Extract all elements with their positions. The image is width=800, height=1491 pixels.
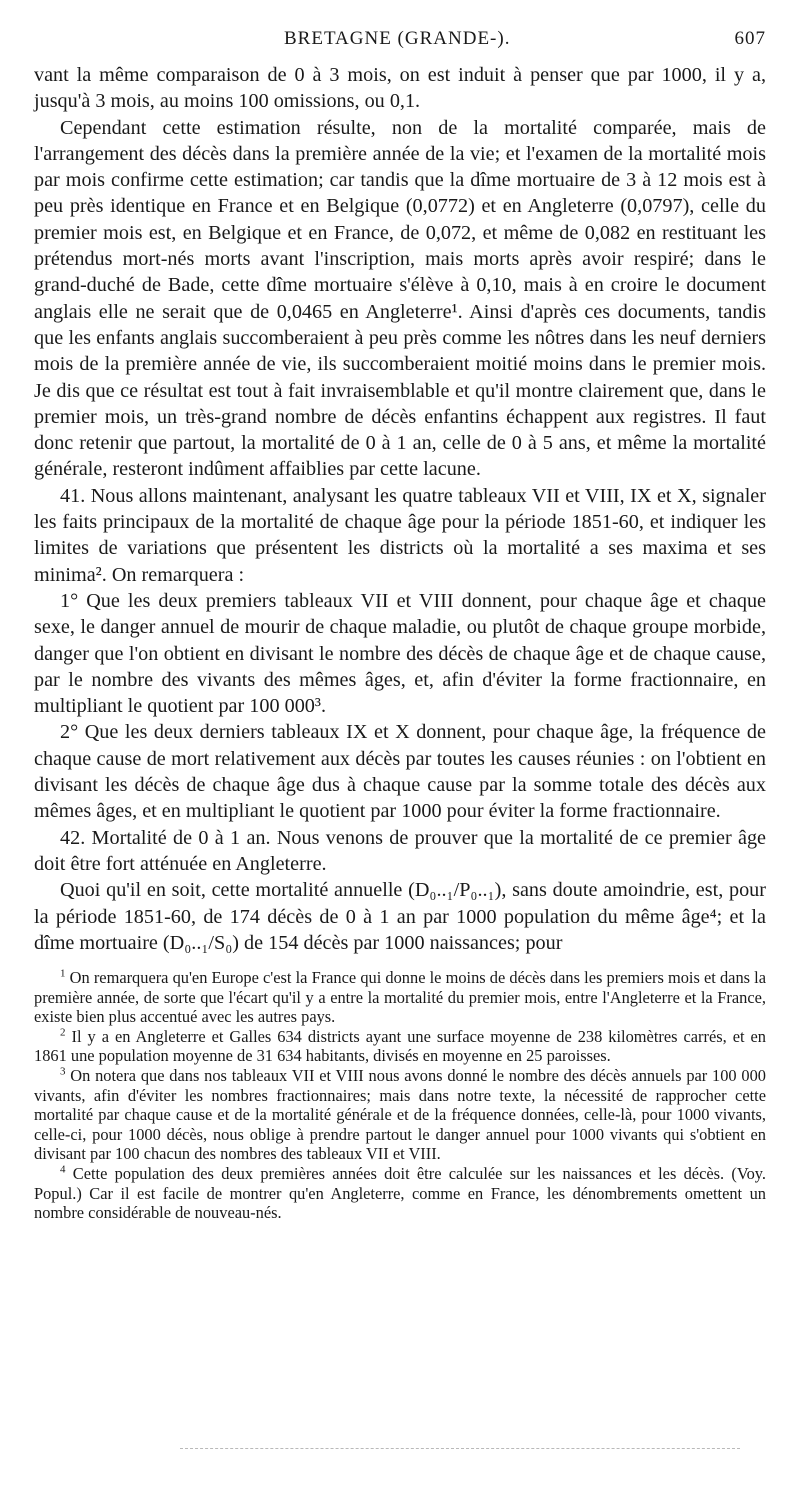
footnote-mark: 4	[60, 1163, 66, 1176]
footnote-text: Cette population des deux premières années doit être calculée sur les naissances et les décès. (Voy. Popul.) Car il est facile de montrer qu'en Angleterre, comme en France, les dénombrements omettent un nombre considérable de nouveau-nés.	[34, 1164, 766, 1223]
footnote-mark: 3	[60, 1065, 66, 1078]
footnote-mark: 1	[60, 967, 66, 980]
bottom-rule	[180, 1448, 740, 1449]
footnote	[34, 1164, 766, 1223]
footnote	[34, 1066, 766, 1164]
footnote	[34, 1027, 766, 1066]
paragraph: Cependant cette estimation résulte, non de la mortalité comparée, mais de l'arrangement des décès dans la première année de la vie; et l'examen de la mortalité mois par mois confirme cette estimation; car tandis que la dîme mortuaire de 3 à 12 mois est à peu près identique en France et en Belgique (0,0772) et en Angleterre (0,0797), celle du premier mois est, en Belgique et en France, de 0,072, et même de 0,082 en restituant les prétendus mort-nés morts avant l'inscription, mais morts après avoir respiré; dans le grand-duché de Bade, cette dîme mortuaire s'élève à 0,10, mais à en croire le document anglais elle ne serait que de 0,0465 en Angleterre¹. Ainsi d'après ces documents, tandis que les enfants anglais succomberaient à peu près comme les nôtres dans les neuf derniers mois de la première année de vie, ils succomberaient moitié moins dans le premier mois. Je dis que ce résultat est tout à fait invraisemblable et qu'il montre clairement que, dans le premier mois, un très-grand nombre de décès enfantins échappent aux registres. Il faut donc retenir que partout, la mortalité de 0 à 1 an, celle de 0 à 5 ans, et même la mortalité générale, resteront indûment affaiblies par cette lacune.	[34, 116, 766, 481]
running-title: BRETAGNE (GRANDE-).	[284, 28, 511, 49]
paragraph: 1° Que les deux premiers tableaux VII et VIII donnent, pour chaque âge et chaque sexe, le danger annuel de mourir de chaque maladie, ou plutôt de chaque groupe morbide, danger que l'on obtient en divisant le nombre des décès de chaque âge et de chaque cause, par le nombre des vivants des mêmes âges, et, afin d'éviter la forme fractionnaire, en multipliant le quotient par 100 000³.	[34, 589, 766, 718]
footnotes	[34, 968, 766, 1223]
footnote-text: On remarquera qu'en Europe c'est la France qui donne le moins de décès dans les premiers mois et dans la première année, de sorte que l'écart qu'il y a entre la mortalité du premier mois, entre l'Angleterre et la France, existe bien plus accentué avec les autres pays.	[34, 968, 766, 1027]
footnote-text: On notera que dans nos tableaux VII et VIII nous avons donné le nombre des décès annuels par 100 000 vivants, afin d'éviter les nombres fractionnaires; mais dans notre texte, la nécessité de rapprocher cette mortalité par chaque cause et de la mortalité générale et de la fréquence données, celle-là, pour 1000 vivants, celle-ci, pour 1000 décès, nous oblige à prendre partout le danger annuel pour 1000 vivants qui s'obtient en divisant par 100 chacun des nombres des tableaux VII et VIII.	[34, 1066, 766, 1164]
paragraph: vant la même comparaison de 0 à 3 mois, on est induit à penser que par 1000, il y a, jusqu'à 3 mois, au moins 100 omissions, ou 0,1.	[34, 64, 766, 113]
page	[34, 28, 766, 1223]
running-header	[34, 28, 766, 62]
footnote	[34, 968, 766, 1027]
paragraph: 2° Que les deux derniers tableaux IX et X donnent, pour chaque âge, la fréquence de chaque cause de mort relativement aux décès par toutes les causes réunies : on l'obtient en divisant les décès de chaque âge dus à chaque cause par la somme totale des décès aux mêmes âges, et en multipliant le quotient par 1000 pour éviter la forme fractionnaire.	[34, 721, 766, 823]
paragraph: 41. Nous allons maintenant, analysant les quatre tableaux VII et VIII, IX et X, signaler les faits principaux de la mortalité de chaque âge pour la période 1851-60, et indiquer les limites de variations que présentent les districts où la mortalité a ses maxima et ses minima². On remarquera :	[34, 484, 766, 586]
paragraph: Quoi qu'il en soit, cette mortalité annuelle (D₀..₁/P₀..₁), sans doute amoindrie, est, pour la période 1851-60, de 174 décès de 0 à 1 an par 1000 population du même âge⁴; et la dîme mortuaire (D₀..₁/S₀) de 154 décès par 1000 naissances; pour	[34, 879, 766, 954]
body-text	[34, 62, 766, 956]
footnote-text: Il y a en Angleterre et Galles 634 districts ayant une surface moyenne de 238 kilomètres carrés, et en 1861 une population moyenne de 31 634 habitants, divisés en moyenne en 25 paroisses.	[34, 1026, 766, 1066]
page-number: 607	[734, 28, 766, 49]
paragraph: 42. Mortalité de 0 à 1 an. Nous venons de prouver que la mortalité de ce premier âge doit être fort atténuée en Angleterre.	[34, 826, 766, 875]
footnote-mark: 2	[60, 1026, 66, 1039]
